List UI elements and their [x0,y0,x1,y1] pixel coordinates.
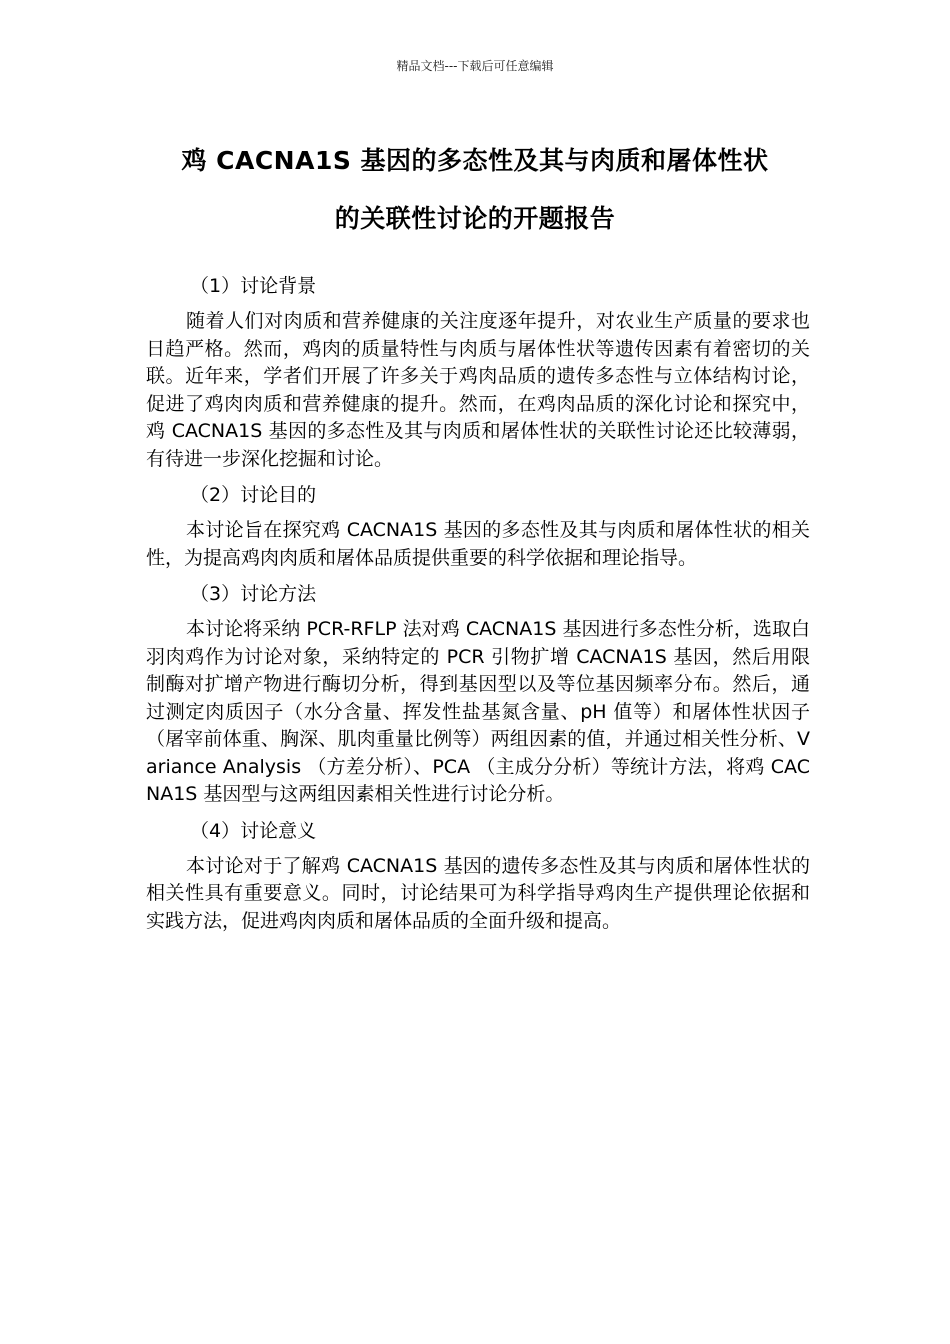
section-significance [146,817,810,936]
section-method [146,580,810,809]
section-paragraph: 本讨论对于了解鸡 CACNA1S 基因的遗传多态性及其与肉质和屠体性状的相关性具有重要意义。同时，讨论结果可为科学指导鸡肉生产提供理论依据和实践方法，促进鸡肉肉质和屠体品质的全面升级和提高。 [146,854,810,932]
page-header: 精品文档---下载后可任意编辑 [396,59,554,73]
document-title [100,132,850,248]
section-purpose [146,481,810,572]
section-heading: （4）讨论意义 [190,819,317,842]
section-heading: （2）讨论目的 [190,484,317,506]
section-paragraph: 本讨论旨在探究鸡 CACNA1S 基因的多态性及其与肉质和屠体性状的相关性，为提高鸡肉肉质和屠体品质提供重要的科学依据和理论指导。 [146,519,810,569]
section-heading: （3）讨论方法 [190,583,317,605]
section-paragraph: 本讨论将采纳 PCR-RFLP 法对鸡 CACNA1S 基因进行多态性分析，选取白羽肉鸡作为讨论对象，采纳特定的 PCR 引物扩增 CACNA1S 基因，然后用限制酶对扩增产物进行酶切分析，得到基因型以及等位基因频率分布。然后，通过测定肉质因子（水分含量、挥发性盐基氮含量、pH 值等）和屠体性状因子（屠宰前体重、胸深、肌肉重量比例等）两组因素的值，并通过相关性分析、Variance Analysis （方差分析）、PCA （主成分分析）等统计方法，将鸡 CACNA1S 基因型与这两组因素相关性进行讨论分析。 [146,618,810,805]
section-background [146,272,810,473]
document-title-line-1: 鸡 CACNA1S 基因的多态性及其与肉质和屠体性状 [181,146,769,175]
section-heading: （1）讨论背景 [190,275,317,297]
section-paragraph: 随着人们对肉质和营养健康的关注度逐年提升，对农业生产质量的要求也日趋严格。然而，鸡肉的质量特性与肉质与屠体性状等遗传因素有着密切的关联。近年来，学者们开展了许多关于鸡肉品质的遗传多态性与立体结构讨论，促进了鸡肉肉质和营养健康的提升。然而，在鸡肉品质的深化讨论和探究中，鸡 CACNA1S 基因的多态性及其与肉质和屠体性状的关联性讨论还比较薄弱，有待进一步深化挖掘和讨论。 [146,310,810,470]
document-body [146,272,810,943]
document-title-line-2: 的关联性讨论的开题报告 [334,204,616,233]
